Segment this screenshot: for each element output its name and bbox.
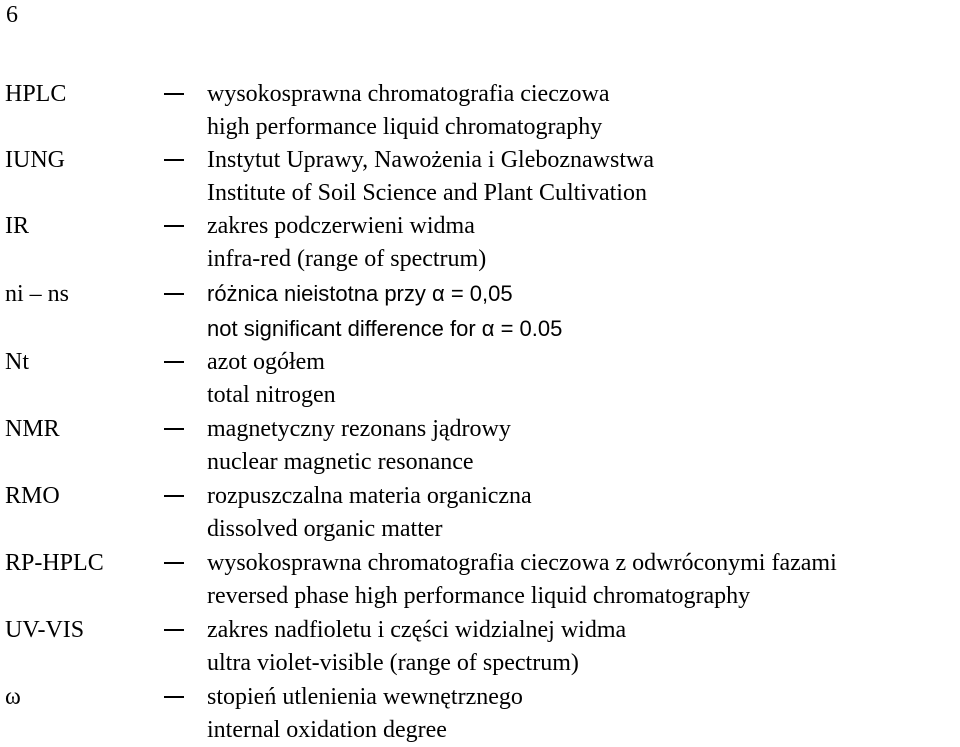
polish-definition: rozpuszczalna materia organiczna bbox=[207, 483, 532, 509]
dash-separator bbox=[164, 361, 184, 363]
english-definition: not significant difference for α = 0.05 bbox=[207, 316, 563, 341]
polish-definition: wysokosprawna chromatografia cieczowa bbox=[207, 81, 610, 107]
abbreviation-entry bbox=[0, 144, 960, 210]
abbreviation: NMR bbox=[5, 416, 60, 442]
dash-separator bbox=[164, 629, 184, 631]
english-definition: infra-red (range of spectrum) bbox=[207, 246, 487, 272]
polish-definition: Instytut Uprawy, Nawożenia i Gleboznawstwa bbox=[207, 147, 654, 173]
polish-definition: stopień utlenienia wewnętrznego bbox=[207, 684, 523, 710]
abbreviation-entry bbox=[0, 210, 960, 276]
dash-separator bbox=[164, 562, 184, 564]
abbreviation-entry bbox=[0, 78, 960, 144]
english-definition: dissolved organic matter bbox=[207, 516, 443, 542]
english-definition: reversed phase high performance liquid chromatography bbox=[207, 583, 751, 609]
abbreviation-entry bbox=[0, 681, 960, 747]
abbreviation: Nt bbox=[5, 349, 29, 375]
abbreviation: IR bbox=[5, 213, 29, 239]
abbreviation-entry bbox=[0, 547, 960, 613]
dash-separator bbox=[164, 428, 184, 430]
abbreviation-entry bbox=[0, 278, 960, 344]
abbreviation: ni – ns bbox=[5, 281, 70, 307]
polish-definition: różnica nieistotna przy α = 0,05 bbox=[207, 281, 513, 306]
dash-separator bbox=[164, 696, 184, 698]
english-definition: total nitrogen bbox=[207, 382, 336, 408]
dash-separator bbox=[164, 495, 184, 497]
english-definition: high performance liquid chromatography bbox=[207, 114, 603, 140]
dash-separator bbox=[164, 293, 184, 295]
abbreviation: ω bbox=[5, 684, 21, 710]
dash-separator bbox=[164, 159, 184, 161]
polish-definition: zakres nadfioletu i części widzialnej widma bbox=[207, 617, 627, 643]
abbreviation-entry bbox=[0, 614, 960, 680]
english-definition: nuclear magnetic resonance bbox=[207, 449, 474, 475]
abbreviation: UV-VIS bbox=[5, 617, 85, 643]
abbreviation-entry bbox=[0, 413, 960, 479]
abbreviation: IUNG bbox=[5, 147, 65, 173]
dash-separator bbox=[164, 225, 184, 227]
polish-definition: magnetyczny rezonans jądrowy bbox=[207, 416, 511, 442]
polish-definition: wysokosprawna chromatografia cieczowa z odwróconymi fazami bbox=[207, 550, 837, 576]
polish-definition: azot ogółem bbox=[207, 349, 325, 375]
abbreviation-entry bbox=[0, 346, 960, 412]
abbreviation: RMO bbox=[5, 483, 60, 509]
abbreviation-entry bbox=[0, 480, 960, 546]
abbreviation: RP-HPLC bbox=[5, 550, 104, 576]
page-number: 6 bbox=[6, 2, 18, 28]
polish-definition: zakres podczerwieni widma bbox=[207, 213, 475, 239]
dash-separator bbox=[164, 93, 184, 95]
english-definition: ultra violet-visible (range of spectrum) bbox=[207, 650, 579, 676]
english-definition: internal oxidation degree bbox=[207, 717, 447, 743]
abbreviation: HPLC bbox=[5, 81, 67, 107]
english-definition: Institute of Soil Science and Plant Cultivation bbox=[207, 180, 647, 206]
